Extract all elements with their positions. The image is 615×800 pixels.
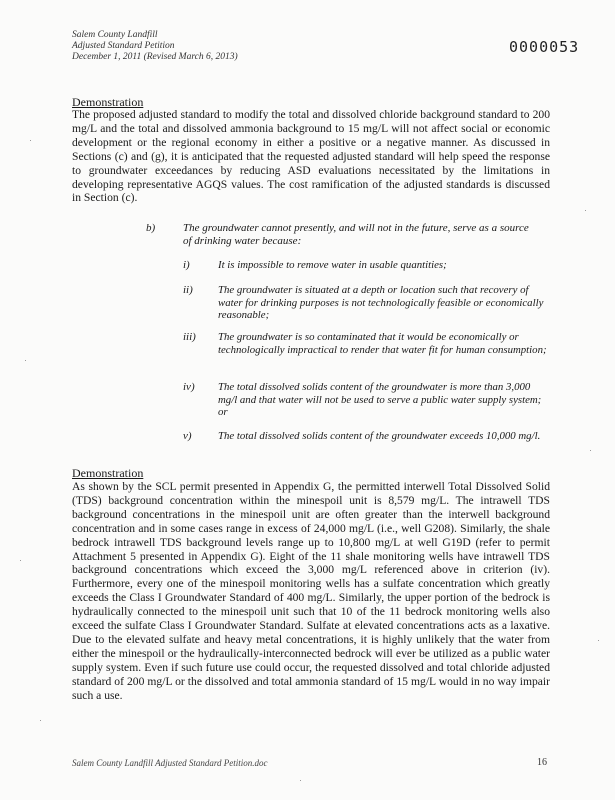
section-heading-2: Demonstration [72, 466, 144, 480]
item-number: iii) [183, 331, 196, 343]
item-text: The groundwater is situated at a depth or location such that recovery of water for drinking purposes is not technologically feasible or economically reasonable; [218, 284, 544, 321]
header-line-2: Adjusted Standard Petition [72, 41, 175, 51]
item-number: v) [183, 430, 192, 442]
scan-speck [300, 780, 301, 781]
header-line-1: Salem County Landfill [72, 30, 158, 40]
header-line-3: December 1, 2011 (Revised March 6, 2013) [72, 52, 238, 62]
page-footer: Salem County Landfill Adjusted Standard Petition.doc [72, 758, 268, 768]
scan-speck [598, 640, 599, 641]
scan-speck [585, 210, 586, 211]
scan-speck [40, 720, 41, 721]
item-text: It is impossible to remove water in usable quantities; [218, 259, 447, 271]
criterion-label: b) [146, 222, 156, 234]
item-number: ii) [183, 284, 193, 296]
item-number: iv) [183, 381, 195, 393]
section-body-2: As shown by the SCL permit presented in Appendix G, the permitted interwell Total Dissolved Solid (TDS) background concentration within the minespoil unit is 8,579 mg/L. The intrawell TDS background concentrations in the minespoil unit are often greater than the interwell background concentration and in some cases range in excess of 24,000 mg/L (i.e., well G208). Similarly, the shale bedrock intrawell TDS background levels range up to 10,800 mg/L at well G19D (refer to permit Attachment 5 presented in Appendix G). Eight of the 11 shale monitoring wells have intrawell TDS background concentrations which exceed the 3,000 mg/L referenced above in criterion (iv). Furthermore, every one of the minespoil monitoring wells has a sulfate concentration which greatly exceeds the Class I Groundwater Standard of 400 mg/L. Similarly, the upper portion of the bedrock is hydraulically connected to the minespoil unit such that 10 of the 11 bedrock monitoring wells also exceed the sulfate Class I Groundwater Standard. Sulfate at elevated concentrations acts as a laxative. Due to the elevated sulfate and heavy metal concentrations, it is highly unlikely that the water from either the minespoil or the hydraulically-interconnected bedrock will ever be utilized as a public water supply system. Even if such future use could occur, the requested dissolved and total chloride adjusted standard of 200 mg/L or the dissolved and total ammonia standard of 15 mg/L would in no way impair such a use. [72, 480, 550, 702]
criterion-text: The groundwater cannot presently, and will not in the future, serve as a source of drinking water because: [183, 222, 529, 247]
section-body-1: The proposed adjusted standard to modify the total and dissolved chloride background standard to 200 mg/L and the total and dissolved ammonia background to 15 mg/L will not affect social or economic development or the regional economy in either a positive or a negative manner. As discussed in Sections (c) and (g), it is anticipated that the requested adjusted standard will help speed the response to groundwater exceedances by reducing ASD evaluations necessitated by the limitations in developing representative AGQS values. The cost ramification of the adjusted standards is discussed in Section (c). [72, 108, 550, 205]
item-number: i) [183, 259, 190, 271]
running-header [72, 30, 238, 63]
scan-speck [20, 560, 21, 561]
document-number: 0000053 [509, 38, 580, 56]
item-text: The total dissolved solids content of the groundwater exceeds 10,000 mg/l. [218, 430, 541, 442]
item-text: The total dissolved solids content of the groundwater is more than 3,000 mg/l and that water will not be used to serve a public water supply system; or [218, 381, 542, 418]
scan-speck [30, 140, 31, 141]
scan-speck [25, 360, 26, 361]
section-heading-1: Demonstration [72, 95, 144, 109]
page-number: 16 [537, 757, 547, 768]
item-text: The groundwater is so contaminated that it would be economically or technologically impractical to render that water fit for human consumption; [218, 331, 547, 356]
scan-speck [590, 450, 591, 451]
